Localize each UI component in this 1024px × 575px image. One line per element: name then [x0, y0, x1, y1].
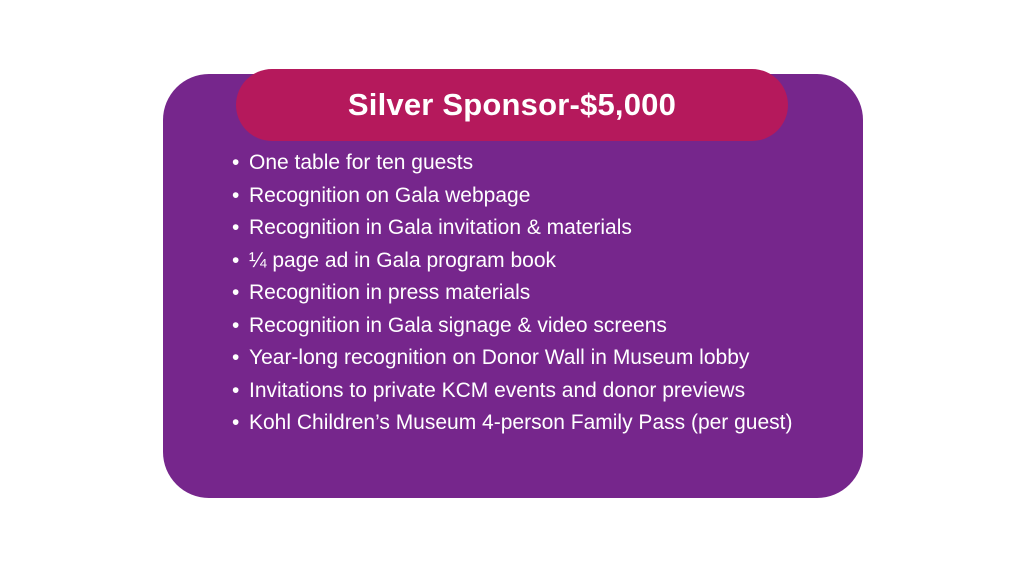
bullet-icon: • — [232, 411, 240, 434]
list-item-label: ¼ page ad in Gala program book — [249, 248, 557, 272]
list-item — [232, 380, 852, 402]
bullet-icon: • — [232, 151, 240, 174]
list-item — [232, 217, 852, 239]
page-title: Silver Sponsor-$5,000 — [347, 87, 677, 122]
list-item-label: Recognition in press materials — [249, 281, 531, 304]
list-item — [232, 152, 852, 174]
bullet-icon: • — [232, 248, 240, 272]
bullet-icon: • — [232, 378, 240, 402]
list-item-label: Recognition on Gala webpage — [249, 183, 531, 207]
list-item — [232, 347, 852, 369]
list-item — [232, 412, 852, 434]
list-item — [232, 185, 852, 207]
benefits-list — [232, 152, 852, 445]
list-item-label: Invitations to private KCM events and donor previews — [249, 378, 746, 402]
bullet-icon: • — [232, 216, 240, 239]
list-item-label: One table for ten guests — [249, 151, 474, 174]
list-item — [232, 250, 852, 272]
bullet-icon: • — [232, 281, 240, 304]
list-item — [232, 282, 852, 304]
sponsor-title-pill — [236, 69, 788, 141]
bullet-icon: • — [232, 183, 240, 207]
list-item-label: Recognition in Gala invitation & materials — [249, 216, 632, 239]
list-item — [232, 315, 852, 337]
list-item-label: Recognition in Gala signage & video screens — [249, 313, 667, 337]
bullet-icon: • — [232, 313, 240, 337]
list-item-label: Year-long recognition on Donor Wall in Museum lobby — [249, 346, 750, 369]
list-item-label: Kohl Children’s Museum 4-person Family Pass (per guest) — [249, 411, 793, 434]
bullet-icon: • — [232, 346, 240, 369]
